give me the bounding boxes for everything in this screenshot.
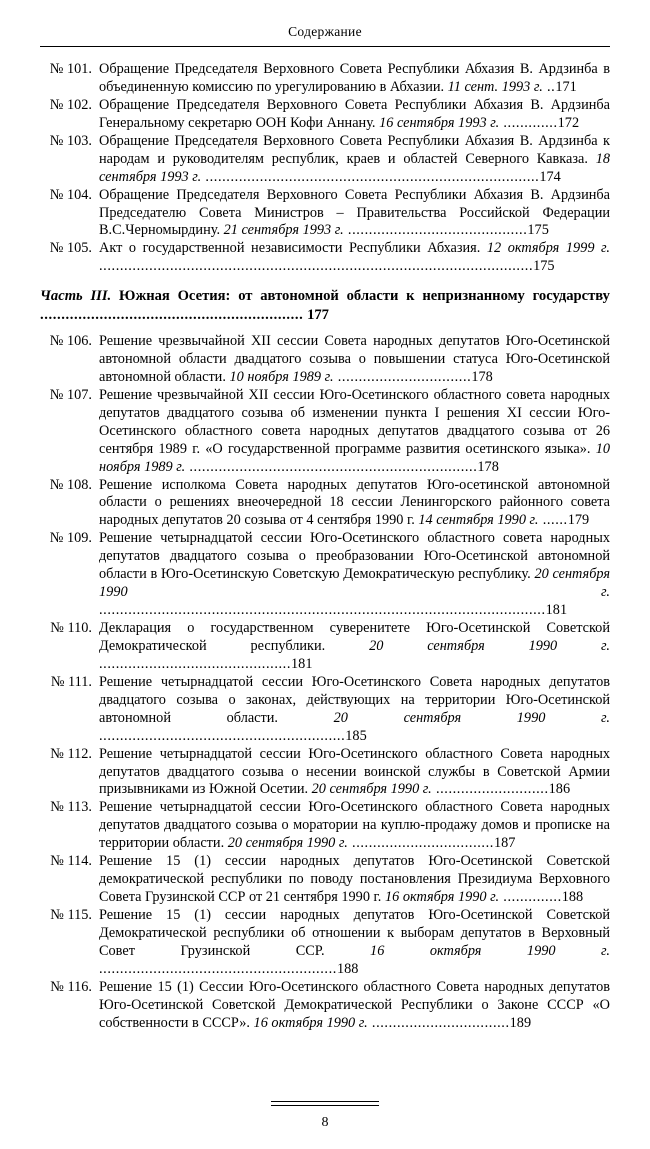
part-leader-dots: .............................................................. bbox=[40, 306, 304, 323]
entry-text: Решение четырнадцатой сессии Юго-Осетинского Совета народных депутатов двадцатого созыва о законах, действующих на территории Юго-Осетинской автономной области. bbox=[99, 673, 610, 726]
entry-page: 178 bbox=[477, 458, 499, 475]
entry-number: № 114. bbox=[50, 853, 92, 870]
entry-page: 187 bbox=[493, 835, 516, 852]
entry-text: Решение четырнадцатой сессии Юго-Осетинского областного Совета народных депутатов двадцатого созыва о моратории на куплю-продажу домов и прописке на территории области. bbox=[99, 799, 610, 852]
entry-text: Обращение Председателя Верховного Совета Республики Абхазия В. Ардзинба в объединенную комиссию по урегулированию в Абхазии. bbox=[99, 61, 610, 95]
entry-page: 186 bbox=[548, 781, 571, 798]
toc-entry[interactable] bbox=[40, 530, 610, 620]
entry-page: 171 bbox=[555, 78, 577, 95]
entry-text: Решение четырнадцатой сессии Юго-Осетинского областного Совета народных депутатов двадцатого созыва о несении воинской службы в Советской Армии призывниками из Южной Осетии. bbox=[99, 745, 610, 798]
entry-page: 175 bbox=[533, 258, 555, 275]
entry-body bbox=[99, 61, 610, 97]
entry-text: Решение чрезвычайной XII сессии Юго-Осетинского областного совета народных депутатов двадцатого созыва об изменении пункта I решения XI сессии Юго-Осетинского областного совета народных депутатов двадцатого созыва от 26 сентября 1989 г. «О государственной программе развития осетинского языка». bbox=[99, 386, 610, 457]
page-footer bbox=[0, 1101, 650, 1131]
part-label: Часть III. bbox=[40, 288, 112, 305]
toc-entry[interactable] bbox=[40, 907, 610, 979]
entry-number: № 113. bbox=[50, 799, 92, 816]
entry-number: № 111. bbox=[50, 673, 92, 690]
entry-date: 16 октября 1990 г. bbox=[384, 889, 500, 906]
entry-page: 188 bbox=[561, 889, 584, 906]
entry-body bbox=[99, 853, 610, 907]
entry-text: Обращение Председателя Верховного Совета Республики Абхазия В. Ардзинба Председателю Совета Министров – Правительства Российской Федерации В.С.Черномырдину. bbox=[99, 186, 610, 239]
toc-entry[interactable] bbox=[40, 674, 610, 746]
entry-leader-dots: ........................................... bbox=[343, 222, 528, 239]
entry-body bbox=[99, 477, 610, 531]
toc-entry[interactable] bbox=[40, 620, 610, 674]
entry-date: 16 сентября 1993 г. bbox=[379, 114, 500, 131]
entry-number: № 102. bbox=[49, 96, 92, 113]
entry-leader-dots: ................................. bbox=[367, 1014, 510, 1031]
entry-leader-dots: ........................................................................................................ bbox=[99, 258, 534, 275]
entry-page: 174 bbox=[539, 168, 561, 185]
entry-page: 188 bbox=[336, 960, 359, 977]
entry-date: 20 сентября 1990 г. bbox=[333, 709, 610, 726]
entry-leader-dots: ................................ bbox=[333, 368, 472, 385]
entry-number: № 112. bbox=[50, 745, 92, 762]
entry-number: № 110. bbox=[50, 620, 92, 636]
entry-body bbox=[99, 799, 610, 853]
entry-leader-dots: .............. bbox=[499, 889, 562, 906]
entry-date: 20 сентября 1990 г. bbox=[99, 566, 610, 601]
entry-page: 189 bbox=[509, 1014, 532, 1031]
entry-page: 178 bbox=[471, 368, 493, 385]
entry-leader-dots: .. bbox=[542, 78, 556, 95]
entry-text: Обращение Председателя Верховного Совета Республики Абхазия В. Ардзинба к народам и руководителям республик, краев и областей Северного Кавказа. bbox=[99, 132, 610, 167]
entry-number: № 103. bbox=[49, 132, 92, 149]
entry-leader-dots: ................................................................................ bbox=[201, 168, 540, 185]
entry-number: № 104. bbox=[49, 186, 92, 203]
toc-entry[interactable] bbox=[40, 187, 610, 241]
entry-date: 11 сент. 1993 г. bbox=[447, 78, 543, 95]
entry-page: 181 bbox=[545, 602, 568, 619]
entry-body bbox=[99, 387, 610, 477]
entry-page: 179 bbox=[567, 512, 590, 529]
entry-body bbox=[99, 97, 610, 133]
entry-body bbox=[99, 620, 610, 674]
entry-leader-dots: ..................................................................... bbox=[185, 458, 478, 475]
entry-date: 12 октября 1999 г. bbox=[486, 240, 611, 257]
entry-number: № 106. bbox=[49, 333, 92, 349]
entry-leader-dots: ............. bbox=[499, 114, 558, 131]
header-divider bbox=[40, 46, 610, 47]
entry-text: Обращение Председателя Верховного Совета Республики Абхазия В. Ардзинба Генеральному секретарю ООН Кофи Аннану. bbox=[99, 96, 610, 131]
entry-body bbox=[99, 907, 610, 979]
entry-leader-dots: ........................................................... bbox=[99, 727, 346, 744]
page-header-title: Содержание bbox=[288, 24, 362, 39]
entry-date: 16 октября 1990 г. bbox=[370, 942, 610, 959]
toc-entry[interactable] bbox=[40, 746, 610, 800]
entry-text: Решение чрезвычайной XII сессии Совета народных депутатов Юго-Осетинской автономной области двадцатого созыва о повышении статуса Юго-Осетинской автономной области. bbox=[99, 333, 610, 385]
entry-date: 16 октября 1990 г. bbox=[253, 1014, 368, 1031]
entry-leader-dots: .............................................. bbox=[99, 655, 292, 672]
entry-leader-dots: ........................... bbox=[431, 781, 549, 798]
entry-date: 18 сентября 1993 г. bbox=[99, 150, 610, 185]
page-number: 8 bbox=[321, 1115, 329, 1130]
entry-body bbox=[99, 746, 610, 800]
toc-entry[interactable] bbox=[40, 387, 610, 477]
entry-text: Решение 15 (1) Сессии Юго-Осетинского областного Совета народных депутатов Юго-Осетинской Советской Демократической Республики о Законе СССР «О собственности в СССР». bbox=[99, 978, 610, 1031]
entry-body bbox=[99, 530, 610, 620]
toc-entry[interactable] bbox=[40, 979, 610, 1033]
footer-divider bbox=[271, 1101, 379, 1106]
part-heading[interactable] bbox=[40, 287, 610, 324]
entry-leader-dots: ......................................................... bbox=[99, 960, 337, 977]
entry-page: 181 bbox=[291, 655, 313, 672]
entry-number: № 116. bbox=[50, 978, 92, 995]
entry-text: Решение четырнадцатой сессии Юго-Осетинского областного совета народных депутатов двадцатого созыва о преобразовании Юго-Осетинской автономной области в Юго-Осетинскую Советскую Демократическую республику. bbox=[99, 530, 610, 583]
toc-entry[interactable] bbox=[40, 240, 610, 276]
entry-number: № 109. bbox=[49, 530, 92, 547]
entry-number: № 101. bbox=[49, 61, 92, 77]
entry-body bbox=[99, 187, 610, 241]
entry-text: Решение 15 (1) сессии народных депутатов Юго-Осетинской Советской Демократической республики об отношении к выборам депутатов в Верховный Совет Грузинской ССР. bbox=[99, 907, 610, 959]
toc-entry[interactable] bbox=[40, 133, 610, 187]
entry-date: 20 сентября 1990 г. bbox=[369, 637, 610, 654]
entry-date: 10 ноября 1989 г. bbox=[229, 368, 334, 385]
entry-body bbox=[99, 240, 610, 276]
entry-leader-dots: .................................. bbox=[347, 835, 494, 852]
entry-date: 20 сентября 1990 г. bbox=[227, 835, 348, 852]
entry-leader-dots: ...... bbox=[538, 512, 568, 529]
entry-body bbox=[99, 333, 610, 387]
entry-body bbox=[99, 979, 610, 1033]
entry-date: 20 сентября 1990 г. bbox=[311, 781, 432, 798]
entry-page: 172 bbox=[557, 114, 580, 131]
entry-text: Решение 15 (1) сессии народных депутатов Юго-Осетинской Советской демократической республики по поводу постановления Президиума Верховного Совета Грузинской ССР от 21 сентября 1990 г. bbox=[99, 853, 610, 906]
entry-text: Акт о государственной независимости Республики Абхазия. bbox=[99, 240, 487, 257]
entry-page: 175 bbox=[527, 222, 549, 239]
entry-page: 185 bbox=[345, 727, 367, 744]
entry-number: № 108. bbox=[49, 476, 92, 493]
entry-body bbox=[99, 133, 610, 187]
part-title: Южная Осетия: от автономной области к непризнанному государству bbox=[119, 288, 610, 305]
entry-number: № 107. bbox=[49, 386, 92, 403]
part-page: 177 bbox=[307, 306, 329, 323]
table-of-contents bbox=[40, 61, 610, 1033]
toc-entry[interactable] bbox=[40, 97, 610, 133]
entry-date: 10 ноября 1989 г. bbox=[99, 440, 610, 475]
toc-entry[interactable] bbox=[40, 799, 610, 853]
toc-entry[interactable] bbox=[40, 333, 610, 387]
toc-entry[interactable] bbox=[40, 61, 610, 97]
entry-text: Решение исполкома Совета народных депутатов Юго-осетинской автономной области о решениях внеочередной 18 сессии Ленингорского районного совета народных депутатов 20 созыва от 4 сентября 1990 г. bbox=[99, 476, 610, 529]
entry-text: Декларация о государственном суверенитете Юго-Осетинской Советской Демократической республики. bbox=[99, 620, 610, 654]
entry-number: № 105. bbox=[49, 240, 92, 257]
entry-date: 21 сентября 1993 г. bbox=[223, 222, 344, 239]
entry-date: 14 сентября 1990 г. bbox=[418, 512, 539, 529]
entry-leader-dots: ........................................................................................................... bbox=[99, 602, 546, 619]
entry-number: № 115. bbox=[50, 907, 92, 923]
toc-entry[interactable] bbox=[40, 477, 610, 531]
entry-body bbox=[99, 674, 610, 746]
toc-entry[interactable] bbox=[40, 853, 610, 907]
